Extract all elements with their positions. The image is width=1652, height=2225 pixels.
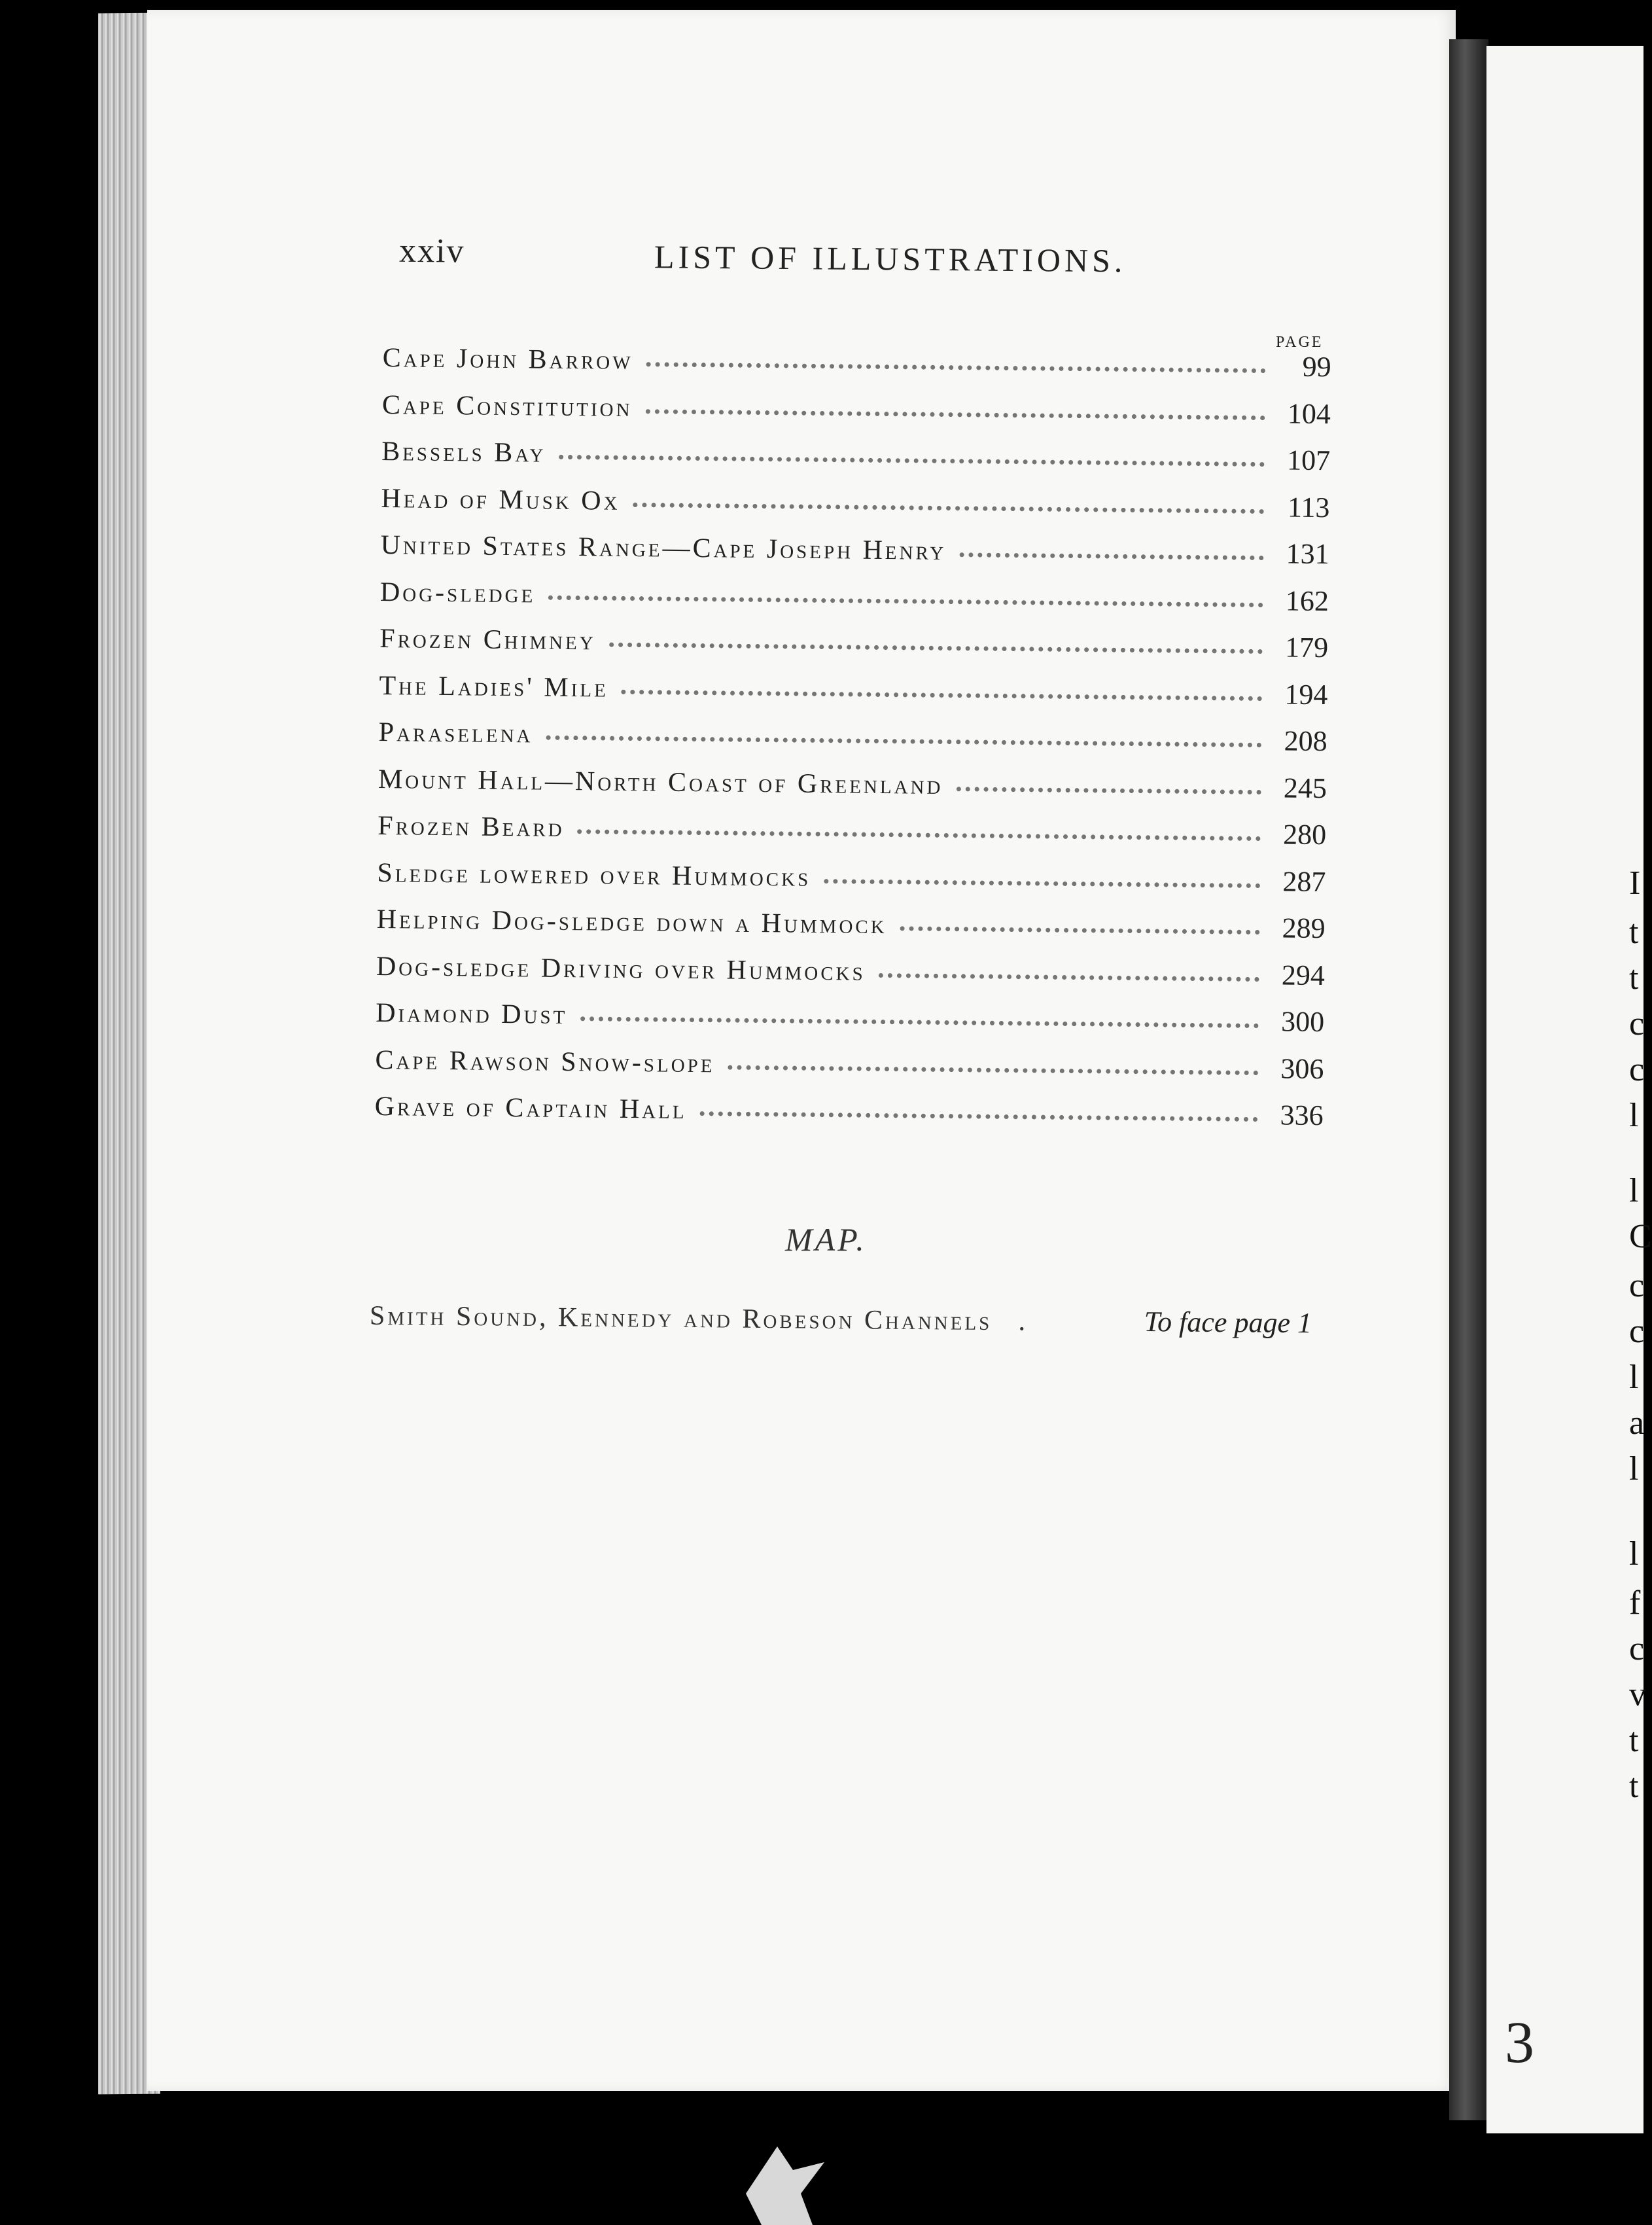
illustration-page-number: 294 (1281, 958, 1326, 991)
illustration-label: Mount Hall—North Coast of Greenland (378, 764, 943, 800)
facing-page-letter: l (1629, 1172, 1639, 1209)
facing-page-letter: c (1629, 1005, 1645, 1042)
illustration-page-number: 336 (1280, 1099, 1324, 1132)
dot-leader (879, 971, 1259, 981)
illustration-page-number: 99 (1302, 350, 1331, 383)
illustration-label: Dog-sledge (379, 577, 536, 609)
dot-leader (728, 1063, 1258, 1075)
dot-leader (559, 454, 1265, 467)
illustration-page-number: 113 (1287, 490, 1330, 524)
facing-page-letter: a (1629, 1404, 1645, 1442)
illustration-label: Grave of Captain Hall (374, 1091, 687, 1125)
facing-page-letter: c (1629, 1313, 1645, 1350)
dot-leader (546, 734, 1261, 747)
facing-page-letter: t (1629, 914, 1639, 951)
dot-leader (548, 594, 1263, 607)
facing-page-letter: C (1629, 1218, 1652, 1255)
page-column-heading: PAGE (1276, 334, 1324, 351)
illustration-page-number: 162 (1285, 584, 1329, 617)
illustration-page-number: 289 (1282, 912, 1326, 945)
illustration-page-number: 107 (1286, 444, 1331, 477)
illustration-label: Sledge lowered over Hummocks (377, 857, 811, 893)
dot-leader (900, 925, 1260, 934)
book-gutter (1449, 39, 1488, 2120)
illustration-page-number: 194 (1284, 677, 1328, 711)
illustration-label: Frozen Chimney (379, 623, 596, 656)
dot-leader (699, 1110, 1257, 1122)
illustration-label: Diamond Dust (375, 997, 568, 1031)
dot-leader (633, 501, 1264, 514)
illustration-page-number: 280 (1282, 818, 1327, 851)
facing-page-edge (1486, 46, 1643, 2133)
page-tear (746, 2146, 824, 2225)
page-title: LIST OF ILLUSTRATIONS. (654, 238, 1127, 279)
illustration-label: Head of Musk Ox (381, 483, 620, 516)
illustration-label: Helping Dog-sledge down a Hummock (376, 904, 887, 940)
illustration-page-number: 245 (1283, 771, 1327, 804)
illustration-label: Dog-sledge Driving over Hummocks (376, 951, 866, 987)
facing-page-letter: t (1629, 1722, 1639, 1759)
dot-leader (956, 785, 1261, 794)
facing-page-letter: c (1629, 1051, 1645, 1088)
illustration-page-number: 131 (1286, 537, 1329, 571)
facing-page-letter: l (1629, 1450, 1639, 1487)
illustration-label: Cape Rawson Snow-slope (375, 1044, 715, 1078)
illustration-entry (374, 1089, 1324, 1146)
illustration-label: Cape John Barrow (382, 342, 633, 376)
dot-leader (578, 828, 1261, 841)
illustration-page-number: 306 (1280, 1052, 1324, 1085)
facing-page-letter: l (1629, 1097, 1639, 1134)
illustration-page-number: 300 (1280, 1005, 1325, 1039)
illustration-page-number: 287 (1282, 864, 1326, 898)
dot-leader (959, 551, 1263, 560)
dot-leader (622, 688, 1263, 700)
dot-leader (824, 878, 1260, 888)
map-entry-leader: . (1018, 1304, 1026, 1337)
map-entry-label: Smith Sound, Kennedy and Robeson Channels (369, 1300, 993, 1337)
facing-page-letter: v (1629, 1676, 1646, 1713)
page-header (399, 232, 1329, 292)
illustration-page-number: 104 (1287, 397, 1331, 430)
map-section-heading: MAP. (785, 1221, 867, 1258)
illustrations-list (374, 340, 1331, 1146)
dot-leader (609, 641, 1263, 654)
page-folio: xxiv (398, 232, 465, 270)
facing-page-letter: t (1629, 1768, 1639, 1805)
facing-page-letter: c (1629, 1630, 1645, 1667)
facing-page-letter: c (1629, 1267, 1645, 1304)
facing-page-letter: l (1629, 1535, 1639, 1573)
illustration-label: United States Range—Cape Joseph Henry (380, 529, 947, 567)
illustration-page-number: 208 (1284, 724, 1327, 758)
facing-page-letter: f (1629, 1584, 1641, 1622)
illustration-label: The Ladies' Mile (379, 670, 609, 703)
illustration-page-number: 179 (1284, 631, 1329, 664)
illustration-label: Cape Constitution (381, 389, 633, 423)
dot-leader (645, 408, 1265, 420)
facing-page-letter: t (1629, 959, 1639, 997)
corner-mark: 3 (1505, 2010, 1534, 2075)
facing-page-letter: l (1629, 1359, 1639, 1396)
illustration-label: Bessels Bay (381, 436, 546, 469)
dot-leader (646, 361, 1266, 373)
illustration-label: Frozen Beard (377, 810, 565, 843)
map-entry-note: To face page 1 (1144, 1306, 1312, 1340)
illustration-label: Paraselena (378, 717, 533, 749)
dot-leader (580, 1015, 1259, 1028)
facing-page-letter: I (1629, 864, 1641, 902)
